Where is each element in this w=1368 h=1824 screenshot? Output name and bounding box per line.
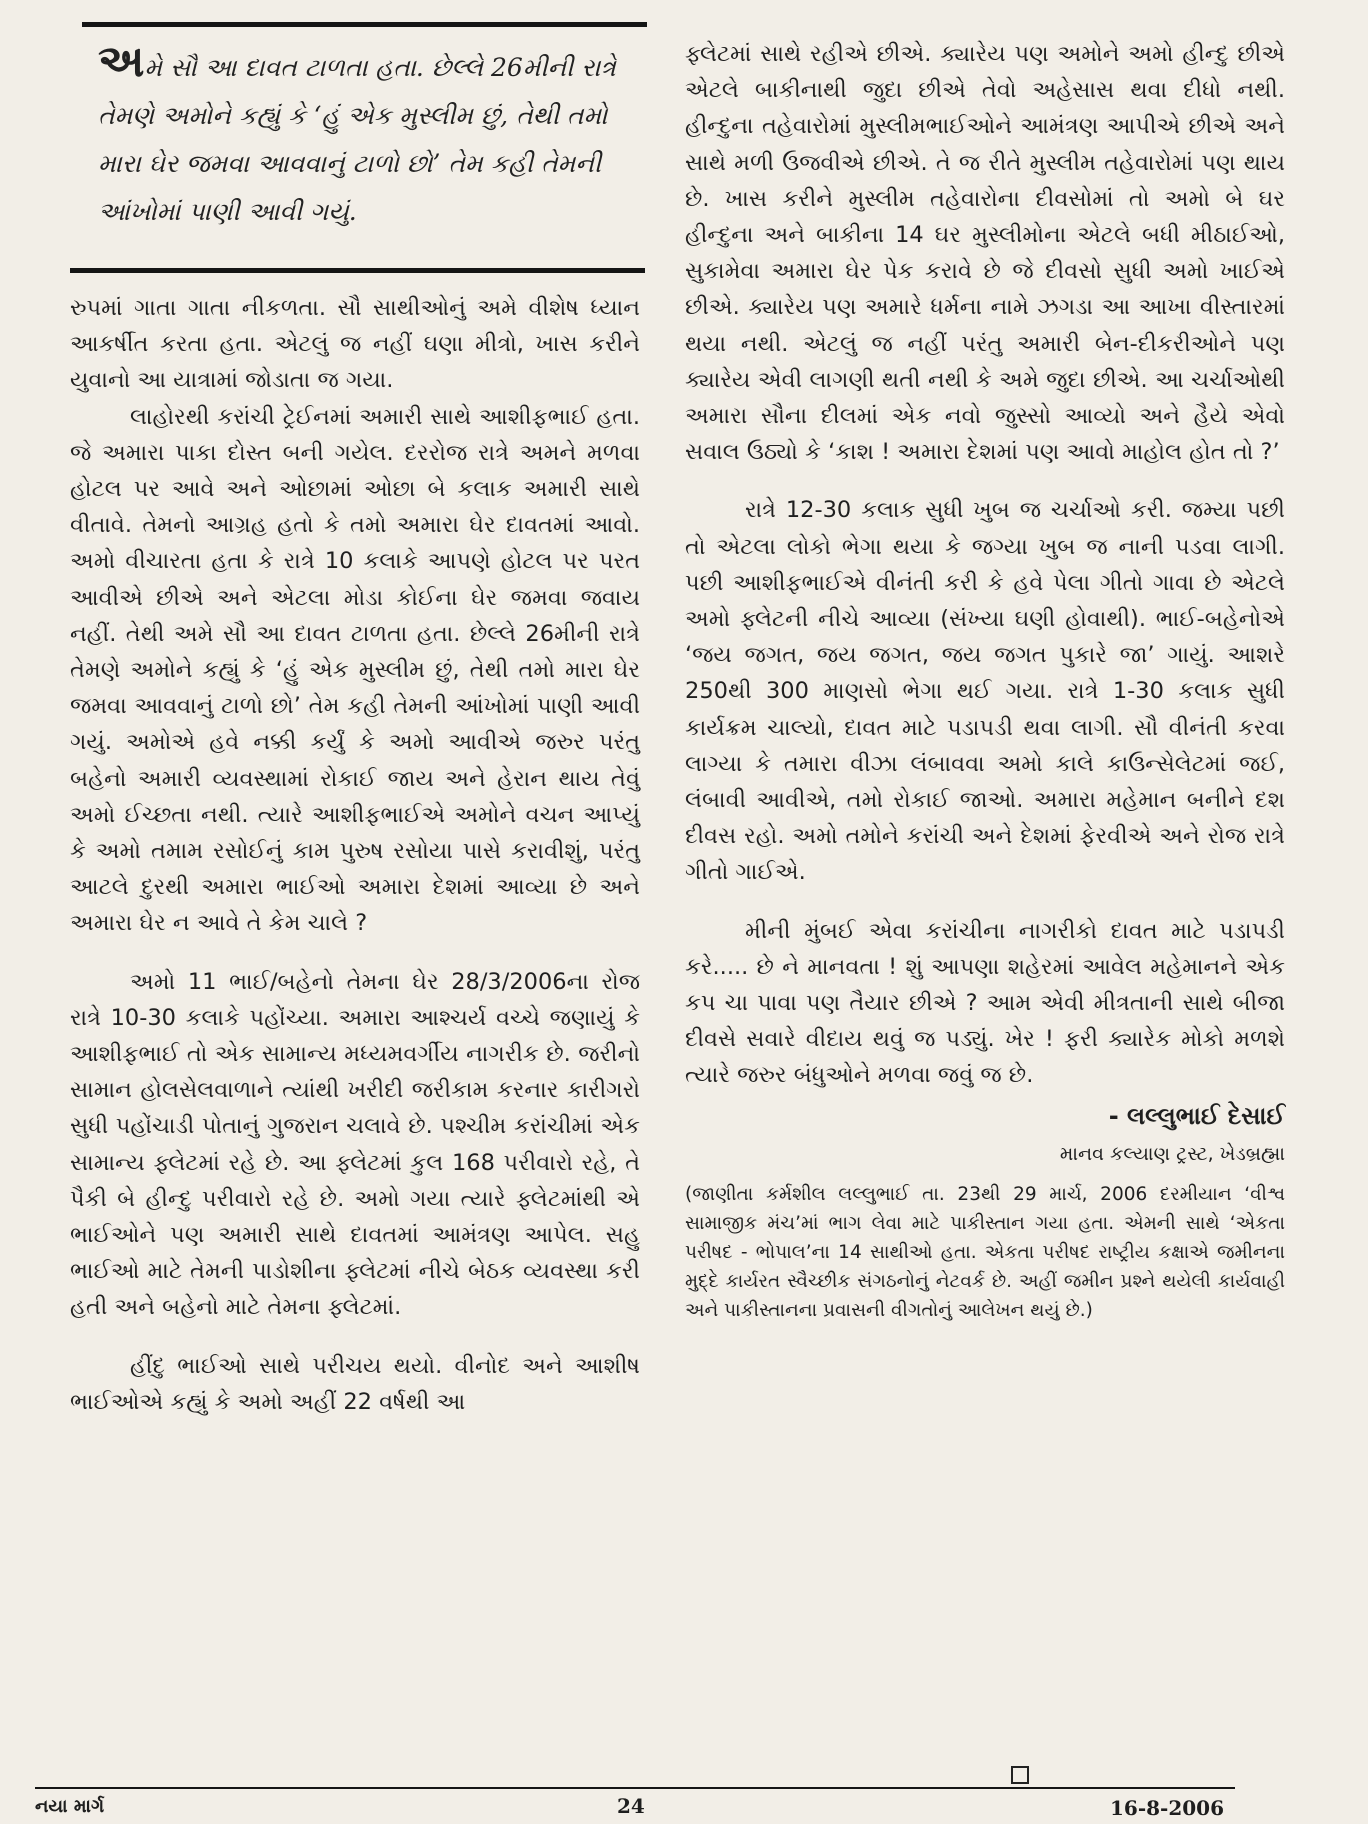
pull-quote-dropcap: અ [98,36,145,87]
left-column [70,290,640,1420]
issue-date: 16-8-2006 [1110,1796,1225,1820]
pull-quote-bottom-rule [70,268,645,273]
pull-quote-text: મે સૌ આ દાવત ટાળતા હતા. છેલ્લે 26મીની રાત્રે તેમણે અમોને કહ્યું કે ‘હું એક મુસ્લીમ છું, તેથી તમો મારા ઘેર જમવા આવવાનું ટાળો છો’ તેમ કહી તેમની આંખોમાં પાણી આવી ગયું. [98,53,616,226]
end-of-article-box-icon [1011,1766,1029,1784]
author-organization: માનવ કલ્યાણ ટ્રસ્ટ, ખેડબ્રહ્મા [1059,1142,1285,1165]
pull-quote [98,38,638,236]
magazine-name: નયા માર્ગ [35,1796,105,1817]
page-number: 24 [617,1794,645,1818]
paragraph: અમો 11 ભાઈ/બહેનો તેમના ઘેર 28/3/2006ના રોજ રાત્રે 10-30 કલાકે પહોંચ્યા. અમારા આશ્ચર્ય વચ્ચે જણાયું કે આશીફભાઈ તો એક સામાન્ય મધ્યમવર્ગીય નાગરીક છે. જરીનો સામાન હોલસેલવાળાને ત્યાંથી ખરીદી જરીકામ કરનાર કારીગરો સુધી પહોંચાડી પોતાનું ગુજરાન ચલાવે છે. પશ્ચીમ કરાંચીમાં એક સામાન્ય ફ્લેટમાં રહે છે. આ ફ્લેટમાં કુલ 168 પરીવારો રહે, તે પૈકી બે હીન્દુ પરીવારો રહે છે. અમો ગયા ત્યારે ફ્લેટમાંથી એ ભાઈઓને પણ અમારી સાથે દાવતમાં આમંત્રણ આપેલ. સહુ ભાઈઓ માટે તેમની પાડોશીના ફ્લેટમાં નીચે બેઠક વ્યવસ્થા કરી હતી અને બહેનો માટે તેમના ફ્લેટમાં. [70,968,640,1321]
paragraph: રુપમાં ગાતા ગાતા નીકળતા. સૌ સાથીઓનું અમે વીશેષ ધ્યાન આકર્ષીત કરતા હતા. એટલું જ નહીં ઘણા મીત્રો, ખાસ કરીને યુવાનો આ યાત્રામાં જોડાતા જ ગયા. [70,295,640,394]
paragraph: મીની મુંબઈ એવા કરાંચીના નાગરીકો દાવત માટે પડાપડી કરે..... છે ને માનવતા ! શું આપણા શહેરમાં આવેલ મહેમાનને એક કપ ચા પાવા પણ તૈયાર છીએ ? આમ એવી મીત્રતાની સાથે બીજા દીવસે સવારે વીદાય થવું જ પડ્યું. ખેર ! ફરી ક્યારેક મોકો મળશે ત્યારે જરુર બંધુઓને મળવા જવું જ છે. [685,917,1285,1089]
paragraph: લાહોરથી કરાંચી ટ્રેઈનમાં અમારી સાથે આશીફભાઈ હતા. જે અમારા પાકા દોસ્ત બની ગયેલ. દરરોજ રાત્રે અમને મળવા હોટલ પર આવે અને ઓછામાં ઓછા બે કલાક અમારી સાથે વીતાવે. તેમનો આગ્રહ હતો કે તમો અમારા ઘેર દાવતમાં આવો. અમો વીચારતા હતા કે રાત્રે 10 કલાકે આપણે હોટલ પર પરત આવીએ છીએ અને એટલા મોડા કોઈના ઘેર જમવા જવાય નહીં. તેથી અમે સૌ આ દાવત ટાળતા હતા. છેલ્લે 26મીની રાત્રે તેમણે અમોને કહ્યું કે ‘હું એક મુસ્લીમ છું, તેથી તમો મારા ઘેર જમવા આવવાનું ટાળો છો’ તેમ કહી તેમની આંખોમાં પાણી આવી ગયું. અમોએ હવે નક્કી કર્યું કે અમો આવીએ જરુર પરંતુ બહેનો અમારી વ્યવસ્થામાં રોકાઈ જાય અને હેરાન થાય તેવું અમો ઈચ્છતા નથી. ત્યારે આશીફભાઈએ અમોને વચન આપ્યું કે અમો તમામ રસોઈનું કામ પુરુષ રસોયા પાસે કરાવીશું, પરંતુ આટલે દુરથી અમારા ભાઈઓ અમારા દેશમાં આવ્યા છે અને અમારા ઘેર ન આવે તે કેમ ચાલે ? [70,403,640,937]
paragraph: ફ્લેટમાં સાથે રહીએ છીએ. ક્યારેય પણ અમોને અમો હીન્દુ છીએ એટલે બાકીનાથી જુદા છીએ તેવો અહેસાસ થવા દીધો નથી. હીન્દુના તહેવારોમાં મુસ્લીમભાઈઓને આમંત્રણ આપીએ છીએ અને સાથે મળી ઉજવીએ છીએ. તે જ રીતે મુસ્લીમ તહેવારોમાં પણ થાય છે. ખાસ કરીને મુસ્લીમ તહેવારોના દીવસોમાં તો અમો બે ઘર હીન્દુના અને બાકીના 14 ઘર મુસ્લીમોના એટલે બધી મીઠાઈઓ, સુકામેવા અમારા ઘેર પેક કરાવે છે જે દીવસો સુધી અમો ખાઈએ છીએ. ક્યારેય પણ અમારે ધર્મના નામે ઝગડા આ આખા વીસ્તારમાં થયા નથી. એટલું જ નહીં પરંતુ અમારી બેન-દીકરીઓને પણ ક્યારેય એવી લાગણી થતી નથી કે અમે જુદા છીએ. આ ચર્ચાઓથી અમારા સૌના દીલમાં એક નવો જુસ્સો આવ્યો અને હૈયે એવો સવાલ ઉઠ્યો કે ‘કાશ ! અમારા દેશમાં પણ આવો માહોલ હોત તો ?’ [685,41,1285,466]
pull-quote-top-rule [82,22,647,27]
footer-rule [35,1787,1235,1789]
editor-note: (જાણીતા કર્મશીલ લલ્લુભાઈ તા. 23થી 29 માર્ચ, 2006 દરમીયાન ‘વીશ્વ સામાજીક મંચ’માં ભાગ લેવા માટે પાકીસ્તાન ગયા હતા. એમની સાથે ‘એકતા પરીષદ - ભોપાલ’ના 14 સાથીઓ હતા. એકતા પરીષદ રાષ્ટ્રીય કક્ષાએ જમીનના મુદ્દે કાર્યરત સ્વૈચ્છીક સંગઠનોનું નેટવર્ક છે. અહીં જમીન પ્રશ્ને થયેલી કાર્યવાહી અને પાકીસ્તાનના પ્રવાસની વીગતોનું આલેખન થયું છે.) [685,1184,1285,1322]
paragraph: હીંદુ ભાઈઓ સાથે પરીચય થયો. વીનોદ અને આશીષ ભાઈઓએ કહ્યું કે અમો અહીં 22 વર્ષથી આ [70,1352,640,1415]
paragraph: રાત્રે 12-30 કલાક સુધી ખુબ જ ચર્ચાઓ કરી. જમ્યા પછી તો એટલા લોકો ભેગા થયા કે જગ્યા ખુબ જ નાની પડવા લાગી. પછી આશીફભાઈએ વીનંતી કરી કે હવે પેલા ગીતો ગાવા છે એટલે અમો ફ્લેટની નીચે આવ્યા (સંખ્યા ઘણી હોવાથી). ભાઈ-બહેનોએ ‘જય જગત, જય જગત, જય જગત પુકારે જા’ ગાયું. આશરે 250થી 300 માણસો ભેગા થઈ ગયા. રાત્રે 1-30 કલાક સુધી કાર્યક્રમ ચાલ્યો, દાવત માટે પડાપડી થવા લાગી. સૌ વીનંતી કરવા લાગ્યા કે તમારા વીઝા લંબાવવા અમો કાલે કાઉન્સેલેટમાં જઈ, લંબાવી આવીએ, તમો રોકાઈ જાઓ. અમારા મહેમાન બનીને દશ દીવસ રહો. અમો તમોને કરાંચી અને દેશમાં ફેરવીએ અને રોજ રાત્રે ગીતો ગાઈએ. [685,497,1285,886]
right-column [685,36,1285,1325]
author-signature: - લલ્લુભાઈ દેસાઈ [1108,1101,1285,1130]
